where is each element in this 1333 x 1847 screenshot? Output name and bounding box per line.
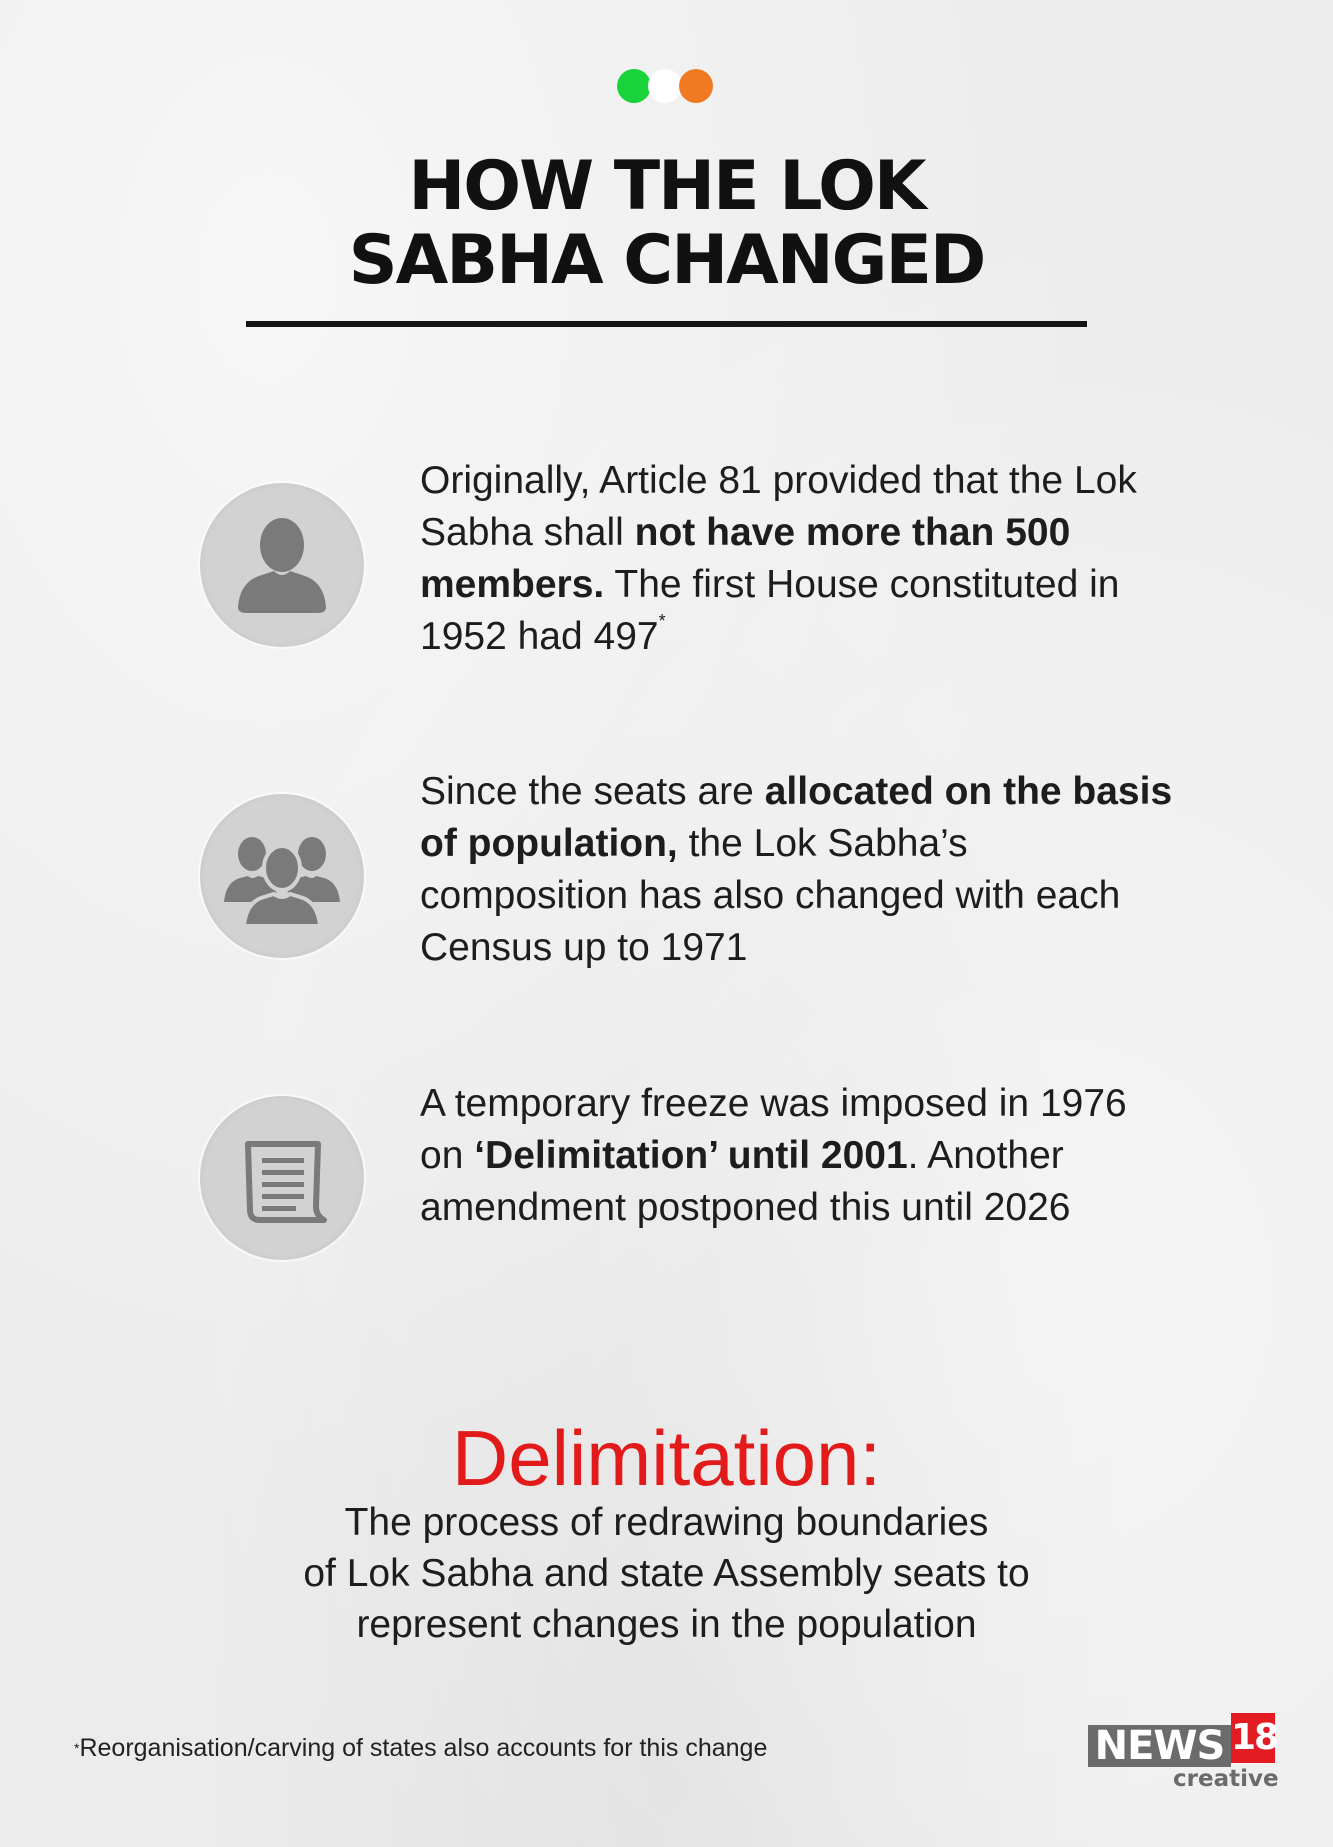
title-line-2: SABHA CHANGED <box>348 221 985 300</box>
item-text-population <box>420 766 1180 974</box>
group-icon <box>200 794 364 958</box>
text-part-bold: not have more than 500 members. <box>420 511 1071 606</box>
white-dot <box>648 69 682 103</box>
logo-news: NEWS <box>1088 1725 1231 1767</box>
tricolor-dots <box>617 69 717 103</box>
text-part: Originally, Article 81 provided that the Lok Sabha shall <box>420 459 1137 554</box>
definition-text <box>0 1497 1333 1650</box>
document-icon <box>200 1096 364 1260</box>
definition-line-1: The process of redrawing boundaries <box>344 1501 989 1544</box>
footnote <box>74 1732 767 1764</box>
green-dot <box>617 69 651 103</box>
title-underline <box>246 321 1087 327</box>
definition-term: Delimitation: <box>451 1414 882 1502</box>
title-line-1: HOW THE LOK <box>408 147 925 226</box>
news18-creative-logo <box>1088 1713 1278 1793</box>
item-text-freeze <box>420 1078 1180 1234</box>
item-text-members <box>420 455 1180 663</box>
footnote-text: Reorganisation/carving of states also accounts for this change <box>79 1734 768 1762</box>
person-icon <box>200 483 364 647</box>
text-part-bold: ‘Delimitation’ until 2001 <box>474 1134 908 1177</box>
text-part-bold: allocated on the basis of population, <box>420 770 1173 865</box>
definition-line-3: represent changes in the population <box>356 1603 977 1646</box>
text-part: The first House constituted in 1952 had 497 <box>420 563 1120 658</box>
definition-line-2: of Lok Sabha and state Assembly seats to <box>303 1552 1030 1595</box>
footnote-marker: * <box>658 611 666 631</box>
page-title <box>0 147 1333 300</box>
text-part: A temporary freeze was imposed in 1976 on <box>420 1082 1127 1177</box>
logo-18: 18 <box>1231 1713 1275 1763</box>
text-part: Since the seats are <box>420 770 765 813</box>
logo-tagline: creative <box>1173 1766 1279 1792</box>
orange-dot <box>679 69 713 103</box>
text-part: the Lok Sabha’s composition has also changed with each Census up to 1971 <box>420 822 1121 969</box>
footnote-marker: * <box>74 1740 80 1756</box>
text-part: . Another amendment postponed this until 2026 <box>420 1134 1071 1229</box>
